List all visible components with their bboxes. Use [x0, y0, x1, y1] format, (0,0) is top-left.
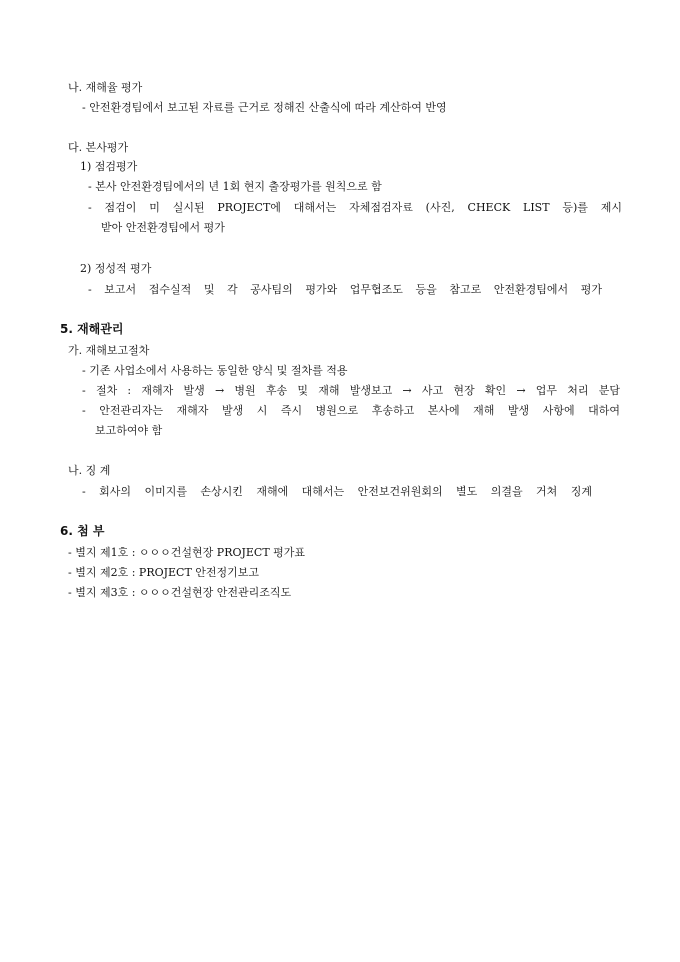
heading-na-disaster-rate: 나. 재해율 평가 [68, 81, 143, 94]
list-item: - 안전환경팀에서 보고된 자료를 근거로 정해진 산출식에 따라 계산하여 반영 [82, 101, 447, 114]
list-item: - 본사 안전환경팀에서의 년 1회 현지 출장평가를 원칙으로 함 [88, 180, 382, 193]
list-item-continuation: 보고하여야 함 [95, 424, 163, 437]
list-item: - 기존 사업소에서 사용하는 동일한 양식 및 절차를 적용 [82, 364, 348, 377]
attachment-item: - 별지 제3호 : ㅇㅇㅇ건설현장 안전관리조직도 [68, 586, 292, 599]
list-item-continuation: 받아 안전환경팀에서 평가 [101, 221, 225, 234]
heading-ga-report-procedure: 가. 재해보고절차 [68, 344, 150, 357]
heading-qualitative-evaluation: 2) 정성적 평가 [80, 262, 152, 275]
list-item: - 보고서 접수실적 및 각 공사팀의 평가와 업무협조도 등을 참고로 안전환경팀에서 평가 [88, 283, 602, 296]
list-item: - 회사의 이미지를 손상시킨 재해에 대해서는 안전보건위원회의 별도 의결을 거쳐 징계 [82, 485, 592, 498]
heading-inspection-evaluation: 1) 점검평가 [80, 160, 138, 173]
list-item: - 안전관리자는 재해자 발생 시 즉시 병원으로 후송하고 본사에 재해 발생 사항에 대하여 [82, 404, 620, 417]
section-title-attachments: 6. 첨 부 [60, 524, 105, 538]
heading-na-discipline: 나. 징 계 [68, 464, 111, 477]
heading-da-hq-evaluation: 다. 본사평가 [68, 141, 129, 154]
attachment-item: - 별지 제1호 : ㅇㅇㅇ건설현장 PROJECT 평가표 [68, 546, 306, 559]
list-item: - 점검이 미 실시된 PROJECT에 대해서는 자체점검자료 (사진, CHECK LIST 등)를 제시 [88, 201, 622, 214]
list-item: - 절차 : 재해자 발생 → 병원 후송 및 재해 발생보고 → 사고 현장 확인 → 업무 처리 분담 [82, 384, 620, 397]
section-title-disaster-management: 5. 재해관리 [60, 322, 124, 336]
attachment-item: - 별지 제2호 : PROJECT 안전정기보고 [68, 566, 260, 579]
